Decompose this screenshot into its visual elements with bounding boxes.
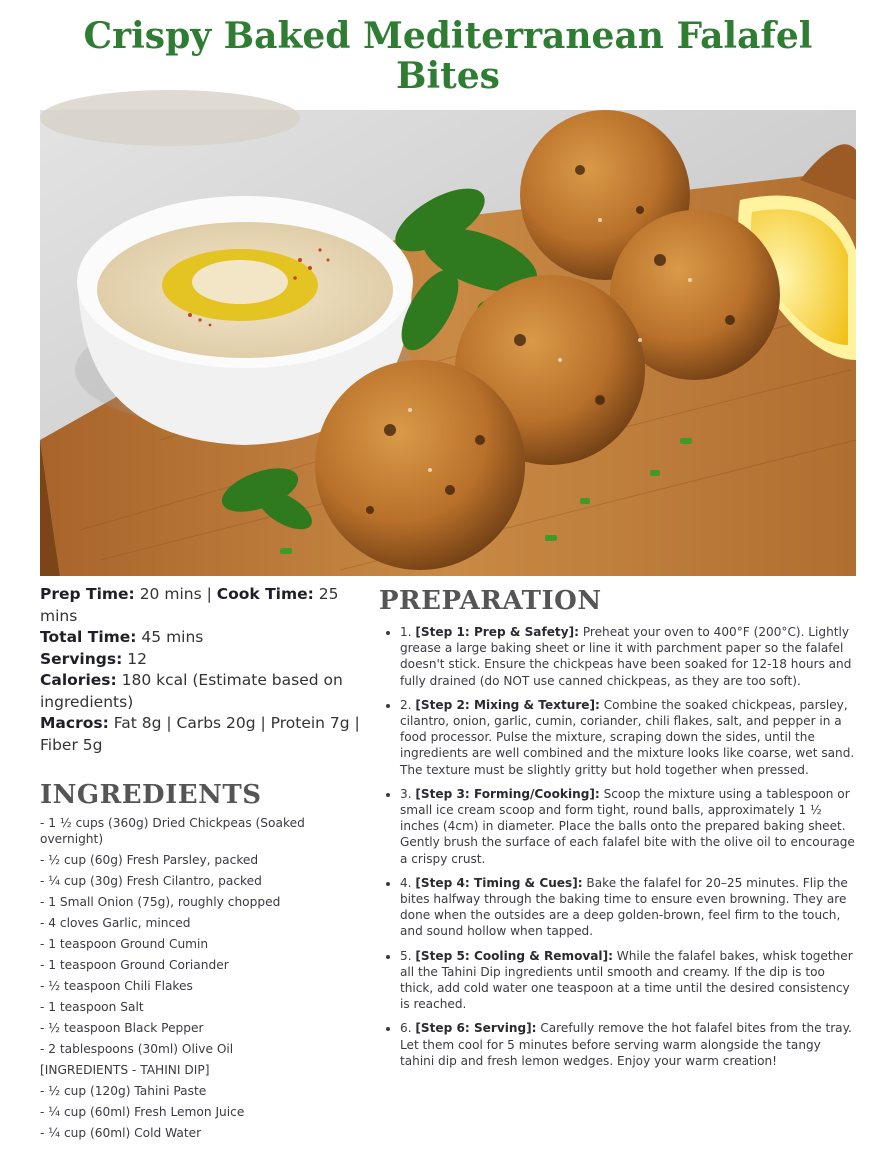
step-number: 1. (400, 625, 416, 639)
ingredient-item: - 1 ½ cups (360g) Dried Chickpeas (Soaked overnight) (40, 816, 305, 846)
prep-time-label: Prep Time: (40, 585, 135, 603)
preparation-column (379, 586, 857, 1106)
step-text: Preheat your oven to 400°F (200°C). Lightly grease a large baking sheet or line it with parchment paper so the falafel doesn't stick. Ensure the chickpeas have been soaked for 12-18 hours and fully drained (do NOT use canned chickpeas, as they are too soft). (400, 625, 852, 688)
step-text: Carefully remove the hot falafel bites from the tray. Let them cool for 5 minutes before serving warm alongside the tangy tahini dip and fresh lemon wedges. Enjoy your warm creation! (400, 1021, 852, 1068)
step-label: [Step 4: Timing & Cues]: (415, 875, 583, 890)
step-label: [Step 6: Serving]: (415, 1021, 537, 1036)
step-number: 2. (400, 697, 416, 712)
ingredient-item: - 1 teaspoon Ground Coriander (40, 957, 229, 972)
step-number: 4. (400, 875, 416, 890)
calories-value: 180 kcal (Estimate based on ingredients) (40, 671, 343, 711)
ingredients-heading: INGREDIENTS (40, 780, 262, 810)
preparation-step (400, 786, 857, 867)
step-label: [Step 2: Mixing & Texture]: (415, 697, 600, 712)
ingredient-item: - 1 teaspoon Salt (40, 999, 144, 1014)
total-time-line (40, 627, 362, 649)
hero-image (40, 110, 856, 576)
falafel-photo-illustration (40, 110, 856, 576)
preparation-steps (379, 624, 857, 1069)
macros-label: Macros: (40, 714, 109, 732)
total-time-label: Total Time: (40, 628, 137, 646)
servings-line (40, 649, 362, 671)
macros-value: Fat 8g | Carbs 20g | Protein 7g | Fiber 5g (40, 714, 360, 754)
step-number: 6. (400, 1021, 416, 1036)
cook-time-value: 25 mins (40, 585, 339, 625)
calories-label: Calories: (40, 671, 117, 689)
step-text: While the falafel bakes, whisk together all the Tahini Dip ingredients until smooth and creamy. If the dip is too thick, add cold water one teaspoon at a time until the desired consistency is reached. (400, 948, 853, 1012)
recipe-title: Crispy Baked Mediterranean Falafel Bites (83, 15, 813, 97)
ingredient-item: - ½ cup (60g) Fresh Parsley, packed (40, 852, 259, 867)
ingredient-item: - ½ cup (120g) Tahini Paste (40, 1083, 207, 1098)
calories-line (40, 670, 362, 713)
total-time-value: 45 mins (136, 628, 204, 646)
step-text: Scoop the mixture using a tablespoon or small ice cream scoop and form tight, round balls, approximately 1 ½ inches (4cm) in diameter. Place the balls onto the prepared baking sheet. Gently brush the surface of each falafel bite with the olive oil to encourage a crispy crust. (400, 786, 855, 866)
step-number: 3. (400, 786, 416, 801)
ingredient-item: - ¼ cup (30g) Fresh Cilantro, packed (40, 873, 262, 888)
prep-time-value: 20 mins | (134, 585, 217, 603)
preparation-step (400, 948, 857, 1013)
ingredient-item: - 2 tablespoons (30ml) Olive Oil (40, 1041, 234, 1056)
macros-line (40, 713, 362, 756)
ingredients-list (40, 816, 362, 1141)
servings-value: 12 (122, 649, 147, 668)
tahini-dip-subheading: [INGREDIENTS - TAHINI DIP] (40, 1062, 210, 1077)
preparation-step (400, 624, 857, 689)
step-label: [Step 3: Forming/Cooking]: (415, 786, 600, 801)
ingredient-item: - 1 teaspoon Ground Cumin (40, 936, 209, 951)
ingredient-item: - ¼ cup (60ml) Fresh Lemon Juice (40, 1104, 245, 1119)
servings-label: Servings: (40, 649, 123, 668)
cook-time-label: Cook Time: (216, 585, 314, 603)
recipe-info-column (40, 584, 362, 1140)
preparation-step (400, 697, 857, 778)
preparation-step (400, 1020, 857, 1069)
times-line (40, 584, 362, 627)
step-label: [Step 5: Cooling & Removal]: (415, 948, 613, 963)
step-text: Bake the falafel for 20–25 minutes. Flip the bites halfway through the baking time to ensure even browning. They are done when the outsides are a deep golden-brown, feel firm to the touch, and sound hollow when tapped. (400, 875, 848, 939)
recipe-meta (40, 584, 362, 756)
ingredient-item: - ¼ cup (60ml) Cold Water (40, 1125, 202, 1140)
ingredient-item: - ½ teaspoon Black Pepper (40, 1020, 204, 1035)
ingredient-item: - ½ teaspoon Chili Flakes (40, 978, 193, 993)
preparation-heading: PREPARATION (379, 586, 602, 616)
ingredient-item: - 4 cloves Garlic, minced (40, 915, 191, 930)
step-number: 5. (400, 948, 416, 963)
ingredient-item: - 1 Small Onion (75g), roughly chopped (40, 894, 281, 909)
step-text: Combine the soaked chickpeas, parsley, cilantro, onion, garlic, cumin, coriander, chili flakes, salt, and pepper in a food processor. Pulse the mixture, scraping down the sides, until the ingredients are well combined and the mixture looks like coarse, wet sand. The texture must be slightly gritty but hold together when pressed. (400, 697, 855, 777)
preparation-step (400, 875, 857, 940)
step-label: [Step 1: Prep & Safety]: (415, 625, 579, 639)
